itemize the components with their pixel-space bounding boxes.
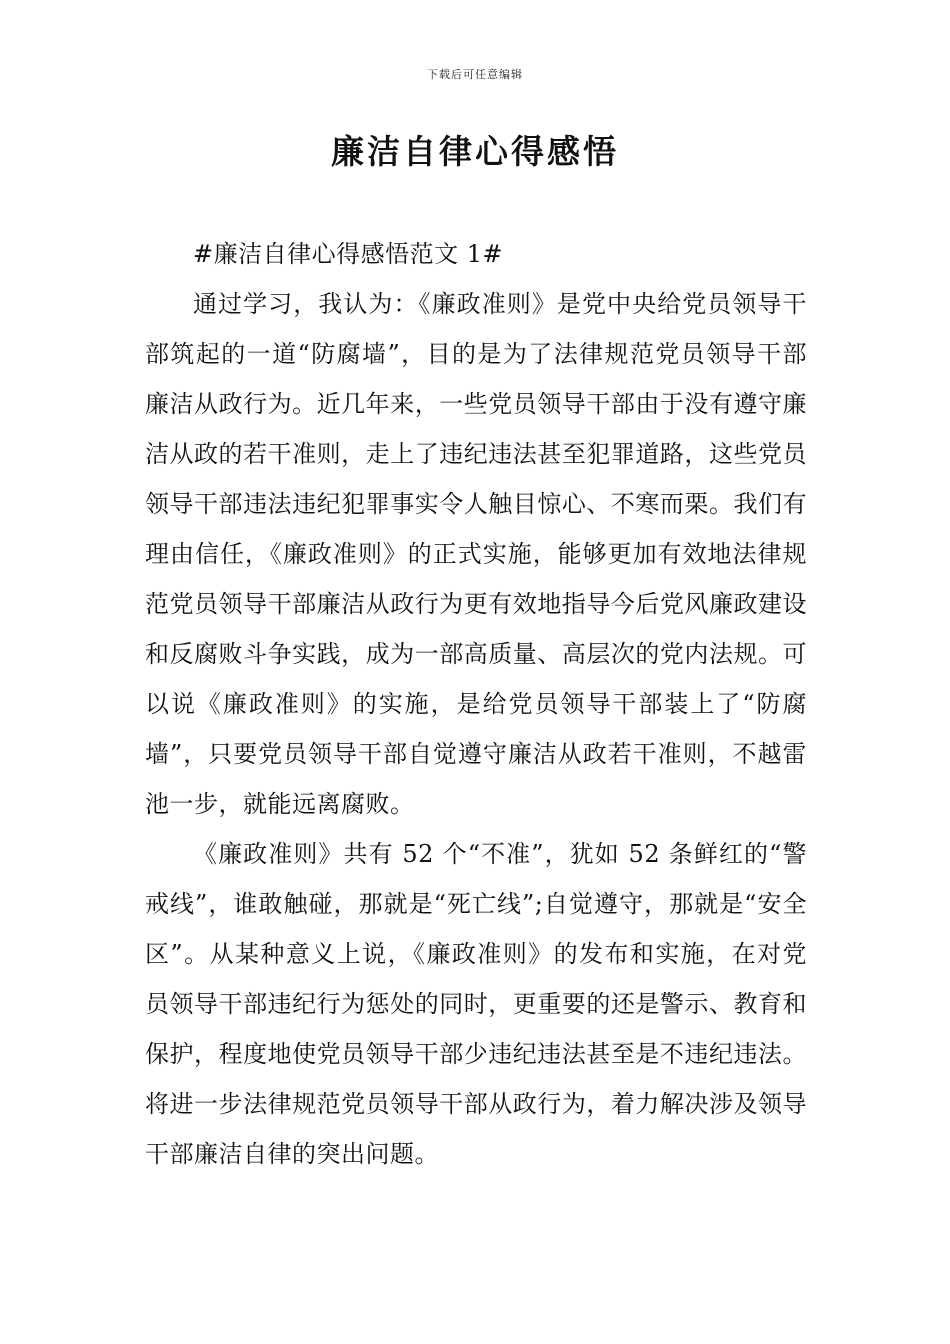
body-paragraph: 《廉政准则》共有 52 个“不准”，犹如 52 条鲜红的“警戒线”，谁敢触碰，那就是“死亡线”;自觉遵守，那就是“安全区”。从某种意义上说，《廉政准则》的发布和实施，在对党员领导干部违纪行为惩处的同时，更重要的还是警示、教育和保护，程度地使党员领导干部少违纪违法甚至是不违纪违法。将进一步法律规范党员领导干部从政行为，着力解决涉及领导干部廉洁自律的突出问题。 xyxy=(145,840,807,1168)
document-title: 廉洁自律心得感悟 xyxy=(331,132,619,171)
document-body xyxy=(145,229,807,1179)
section-heading: #廉洁自律心得感悟范文 1# xyxy=(193,240,504,268)
body-paragraph: 通过学习，我认为：《廉政准则》是党中央给党员领导干部筑起的一道“防腐墙”，目的是为了法律规范党员领导干部廉洁从政行为。近几年来，一些党员领导干部由于没有遵守廉洁从政的若干准则，走上了违纪违法甚至犯罪道路，这些党员领导干部违法违纪犯罪事实令人触目惊心、不寒而栗。我们有理由信任，《廉政准则》的正式实施，能够更加有效地法律规范党员领导干部廉洁从政行为更有效地指导今后党风廉政建设和反腐败斗争实践，成为一部高质量、高层次的党内法规。可以说《廉政准则》的实施，是给党员领导干部装上了“防腐墙”，只要党员领导干部自觉遵守廉洁从政若干准则，不越雷池一步，就能远离腐败。 xyxy=(145,290,807,818)
header-note: 下载后可任意编辑 xyxy=(427,68,523,81)
